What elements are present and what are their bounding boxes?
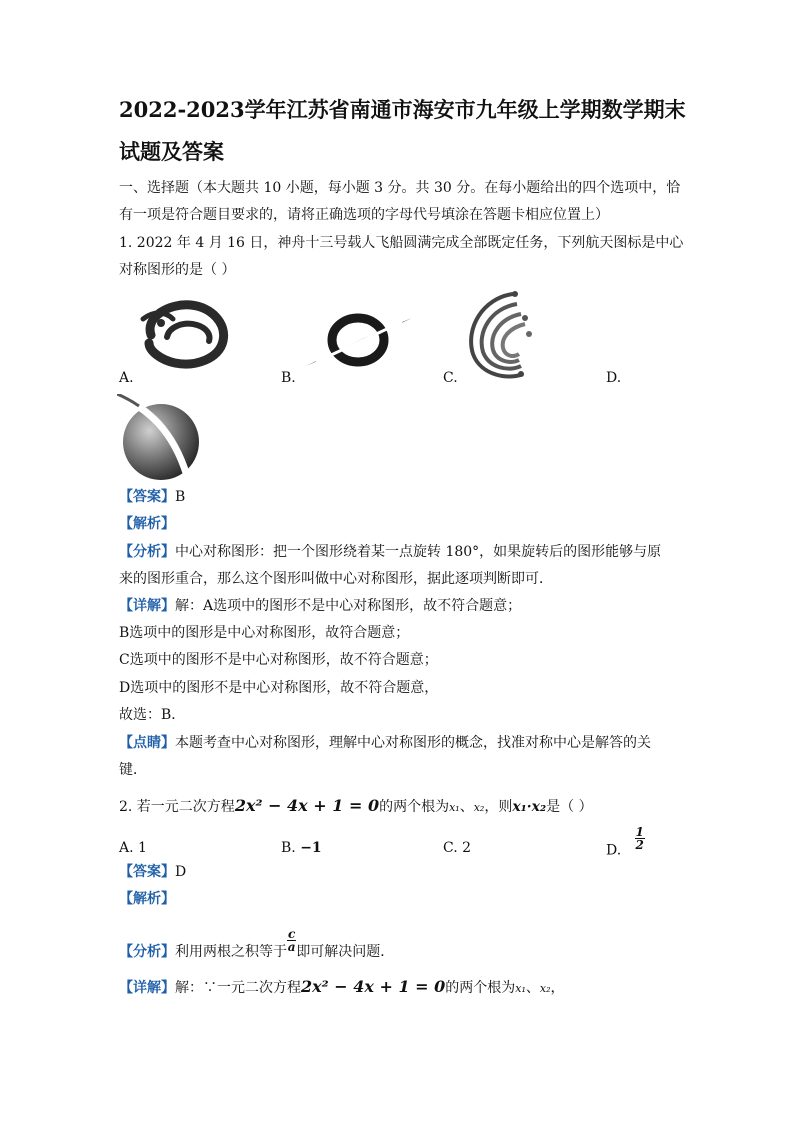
- q2-option-a: [119, 838, 147, 858]
- q2-option-d: [606, 825, 645, 863]
- q1-answer-label: 【答案】: [119, 489, 175, 505]
- q2-xiangjie-prefix: 解：∵一元二次方程: [175, 980, 301, 996]
- q1-xiangjie-text1: 解：A选项中的图形不是中心对称图形，故不符合题意；: [175, 598, 522, 614]
- q2-option-b-label: B.: [281, 840, 296, 856]
- q2-option-d-numerator: 1: [635, 825, 644, 839]
- q1-option-a-label: A.: [119, 370, 134, 386]
- page-title-line1: 2022-2023学年江苏省南通市海安市九年级上学期数学期末: [119, 97, 686, 122]
- q1-conclusion: 故选：B．: [119, 707, 186, 723]
- q2-option-d-label: D.: [606, 842, 622, 859]
- q1-fenxi-label: 【分析】: [119, 544, 175, 560]
- q1-xiangjie-line1: [119, 596, 521, 616]
- q2-answer-label: 【答案】: [119, 864, 175, 880]
- section-intro-line1: 一、选择题（本大题共 10 小题，每小题 3 分。共 30 分。在每小题给出的四个选项中，恰: [119, 180, 681, 196]
- q2-fenxi-suffix: 即可解决问题．: [296, 944, 395, 960]
- q2-fenxi-prefix: 利用两根之积等于: [175, 944, 287, 960]
- q2-option-c: [443, 838, 471, 858]
- q2-xiangjie-root2: x₂: [539, 982, 551, 995]
- q1-dianjing-label: 【点睛】: [119, 735, 175, 751]
- q2-stem-then: ，则: [484, 799, 513, 815]
- q2-sep: 、: [459, 799, 474, 815]
- q1-dianjing-line1: [119, 733, 651, 753]
- q2-stem: [119, 796, 593, 818]
- q1-stem-line2: 对称图形的是（ ）: [119, 262, 236, 278]
- q2-root2: x₂: [473, 801, 485, 814]
- q1-xiangjie-label: 【详解】: [119, 598, 175, 614]
- q1-detail-c: C选项中的图形不是中心对称图形，故不符合题意；: [119, 652, 438, 668]
- q2-fenxi-numerator: c: [288, 926, 296, 941]
- q1-detail-d: D选项中的图形不是中心对称图形，故不符合题意，: [119, 680, 439, 696]
- q2-option-b: [281, 838, 322, 858]
- q2-xiangjie-root1: x₁: [515, 982, 526, 995]
- q2-xiangjie-label: 【详解】: [119, 980, 175, 996]
- q1-stem-line1: 1. 2022 年 4 月 16 日，神舟十三号载人飞船圆满完成全部既定任务，下列航天图标是中心: [119, 235, 684, 251]
- q1-fenxi-line2: 来的图形重合，那么这个图形叫做中心对称图形，据此逐项判断即可．: [119, 571, 553, 587]
- page-title-line2: 试题及答案: [119, 139, 224, 164]
- option-d-logo-icon: [117, 394, 205, 482]
- option-a-logo-icon: [139, 297, 231, 369]
- q2-analysis-label: 【解析】: [119, 891, 175, 907]
- q2-root1: x₁: [449, 801, 460, 814]
- q2-xiangjie-sep: 、: [525, 980, 540, 996]
- q2-xiangjie-equation: 2x² − 4x + 1 = 0: [301, 977, 446, 996]
- q2-stem-prefix: 2. 若一元二次方程: [119, 799, 235, 815]
- q1-dianjing-text1: 本题考查中心对称图形，理解中心对称图形的概念，找准对称中心是解答的关: [175, 735, 651, 751]
- option-b-logo-icon: [302, 308, 414, 372]
- q2-option-a-value: 1: [138, 840, 147, 856]
- q1-answer: [119, 487, 185, 507]
- q2-product: x₁·x₂: [512, 799, 547, 815]
- q1-detail-b: B选项中的图形是中心对称图形，故符合题意；: [119, 625, 410, 641]
- q2-fenxi-fraction: [287, 928, 296, 953]
- q2-stem-suffix: 是（ ）: [546, 799, 593, 815]
- q1-answer-value: B: [175, 489, 186, 505]
- q2-stem-middle: 的两个根为: [379, 799, 450, 815]
- q2-option-c-label: C.: [443, 840, 458, 856]
- q1-option-b-label: B.: [281, 370, 296, 386]
- q2-option-b-value: −1: [300, 840, 322, 856]
- q1-option-d-label: D.: [606, 370, 622, 386]
- q1-fenxi-text1: 中心对称图形：把一个图形绕着某一点旋转 180°，如果旋转后的图形能够与原: [175, 544, 662, 560]
- q1-dianjing-line2: 键．: [119, 762, 147, 778]
- q1-analysis-label: 【解析】: [119, 516, 175, 532]
- q2-option-c-value: 2: [462, 840, 472, 856]
- q2-xiangjie: [119, 977, 565, 999]
- q2-option-d-fraction: [635, 826, 645, 851]
- q2-option-a-label: A.: [119, 840, 134, 856]
- q1-fenxi-line1: [119, 542, 661, 562]
- q2-option-d-denominator: 2: [635, 838, 644, 852]
- q2-equation: 2x² − 4x + 1 = 0: [234, 796, 380, 815]
- q1-option-c-label: C.: [443, 370, 458, 386]
- q2-fenxi-denominator: a: [287, 939, 296, 954]
- q2-xiangjie-middle: 的两个根为: [445, 980, 516, 996]
- q2-fenxi-label: 【分析】: [119, 944, 175, 960]
- q2-answer-value: D: [175, 864, 187, 880]
- q2-answer: [119, 862, 186, 882]
- q2-fenxi: [119, 926, 395, 969]
- q2-xiangjie-end: ，: [550, 980, 565, 996]
- section-intro-line2: 有一项是符合题目要求的，请将正确选项的字母代号填涂在答题卡相应位置上）: [119, 207, 609, 223]
- option-c-logo-icon: [463, 288, 555, 384]
